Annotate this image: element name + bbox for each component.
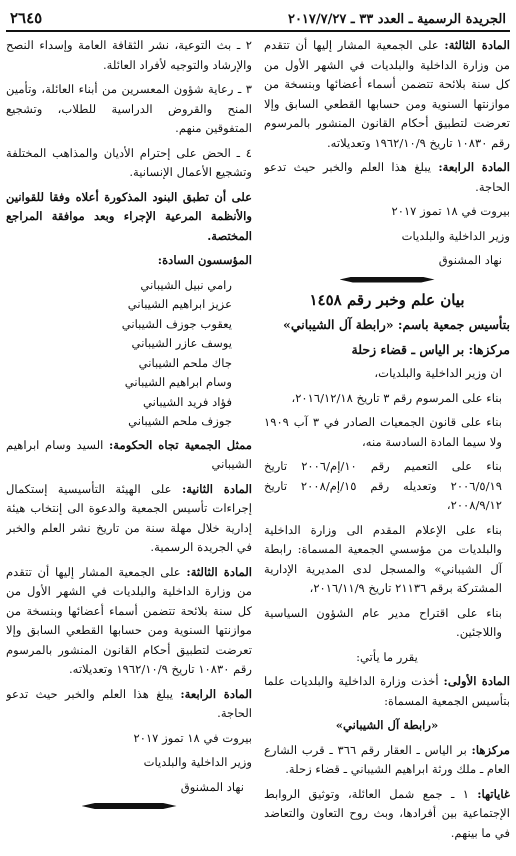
left-column [6, 36, 252, 854]
basis-5: بناء على اقتراح مدير عام الشؤون السياسية واللاجئين. [264, 605, 502, 639]
founders-label: المؤسسون السادة: [157, 253, 252, 267]
section-divider-left [6, 803, 252, 809]
place-date: بيروت في ١٨ تموز ٢٠١٧ [391, 204, 510, 218]
article-four-left: المادة الرابعة: يبلغ هذا العلم والخبر حيث تدعو الحاجة. [6, 686, 252, 720]
minister-title: وزير الداخلية والبلديات [401, 228, 510, 243]
announcement-title: بيان علم وخبر رقم ١٤٥٨ [309, 290, 465, 309]
founders-list [6, 276, 252, 432]
government-representative: ممثل الجمعية تجاه الحكومة: السيد وسام ابراهيم الشيباني [6, 437, 252, 471]
columns [6, 36, 510, 854]
minister-name: نهاد المشنوق [438, 253, 502, 267]
goal-4: ٤ ـ الحض على إحترام الأديان والمذاهب المختلفة وتشجيع الأعمال الإنسانية. [6, 145, 252, 179]
article-two: المادة الثانية: على الهيئة التأسيسية إستكمال إجراءات تأسيس الجمعية والدعوة الى إنتخاب هيئة إدارية خلال مهلة سنة من تاريخ نشر العلم والخبر في الجريدة الرسمية. [6, 481, 252, 554]
goal-3: ٣ ـ رعاية شؤون المعسرين من أبناء العائلة، وتأمين المنح والقروض الدراسية للطلاب، وتشجيع المتفوقين منهم. [6, 82, 252, 135]
article-four: المادة الرابعة: يبلغ هذا العلم والخبر حيث تدعو الحاجة. [264, 160, 510, 194]
divider-ornament [340, 277, 435, 283]
goal-2: ٢ ـ بث التوعية، نشر الثقافة العامة وإسداء النصح والإرشاد والتوجيه لأفراد العائلة. [6, 38, 252, 72]
founder-item: عزيز ابراهيم الشيباني [127, 297, 232, 311]
headquarters: مركزها: بر الياس ـ العقار رقم ٣٦٦ ـ قرب الشارع العام ـ ملك ورثة ابراهيم الشيباني ـ قضاء زحلة. [264, 742, 510, 776]
announcement-location: مركزها: بر الياس ـ قضاء زحلة [351, 341, 510, 357]
article-three: المادة الثالثة: على الجمعية المشار إليها أن تتقدم من وزارة الداخلية والبلديات في الشهر الأول من كل سنة بلائحة تتضمن أسماء أعضائها وبنسخة من موازنتها السنوية ومن حسابها القطعي السابق وإلا تعرضت لتطبيق أحكام القانون المنشور بالمرسوم رقم ١٠٨٣٠ تاريخ ١٩٦٢/١٠/٩ وتعديلاته. [264, 38, 510, 150]
right-column [264, 36, 510, 854]
page-header [6, 6, 510, 32]
founder-item: فؤاد فريد الشيباني [142, 394, 232, 409]
intro-line: ان وزير الداخلية والبلديات، [374, 366, 502, 380]
article-one: المادة الأولى: أخذت وزارة الداخلية والبلديات علما بتأسيس الجمعية المسماة: [264, 674, 510, 708]
article-three-left: المادة الثالثة: على الجمعية المشار إليها أن تتقدم من وزارة الداخلية والبلديات في الشهر الأول من كل سنة بلائحة تتضمن أسماء أعضائها وبنسخة من موازنتها السنوية ومن حسابها القطعي السابق وإلا تعرضت لتطبيق أحكام القانون المنشور بالمرسوم رقم ١٠٨٣٠ تاريخ ١٩٦٢/١٠/٩ وتعديلاته. [6, 564, 252, 676]
gazette-issue-title: الجريدة الرسمية ـ العدد ٣٣ ـ ٢٠١٧/٧/٢٧ [287, 12, 506, 27]
basis-3: بناء على التعميم رقم ١٠/إم/٢٠٠٦ تاريخ ٢٠٠٦/٥/١٩ وتعديله رقم ١٥/إم/٢٠٠٨ تاريخ ٢٠٠٨/٩/١٢، [264, 459, 502, 512]
announcement-association: بتأسيس جمعية باسم: «رابطة آل الشيباني» [283, 317, 510, 332]
page-number: ٢٦٤٥ [10, 9, 43, 27]
founder-item: وسام ابراهيم الشيباني [124, 375, 232, 389]
founder-item: يعقوب جوزف الشيباني [121, 316, 232, 331]
basis-4: بناء على الإعلام المقدم الى وزارة الداخلية والبلديات من مؤسسي الجمعية المسماة: رابطة آل الشيباني» والمسجل لدى المديرية الإدارية المشتركة برقم ٢١١٣٦ تاريخ ٢٠١٦/١١/٩، [264, 522, 502, 595]
section-divider [264, 277, 510, 283]
divider-ornament [82, 803, 177, 809]
founder-item: جوزف ملحم الشيباني [128, 414, 232, 428]
founder-item: رامي نبيل الشيباني [140, 277, 232, 292]
association-name: «رابطة آل الشيباني» [335, 718, 439, 732]
basis-2: بناء على قانون الجمعيات الصادر في ٣ آب ١٩٠٩ ولا سيما المادة السادسة منه، [264, 415, 502, 449]
founder-item: جاك ملحم الشيباني [138, 355, 232, 370]
place-date-left: بيروت في ١٨ تموز ٢٠١٧ [133, 730, 252, 745]
compliance-notice: على أن تطبق البنود المذكورة أعلاه وفقا للقوانين والأنظمة المرعية الإجراء وبعد موافقة المراجع المختصة. [6, 189, 252, 243]
minister-name-left: نهاد المشنوق [180, 779, 244, 794]
founder-item: يوسف عازر الشيباني [131, 336, 232, 350]
basis-1: بناء على المرسوم رقم ٣ تاريخ ٢٠١٦/١٢/١٨، [291, 390, 502, 405]
minister-title-left: وزير الداخلية والبلديات [143, 755, 252, 769]
decides-line: يقرر ما يأتي: [356, 649, 418, 664]
goals: غاياتها: ١ ـ جمع شمل العائلة، وتوثيق الروابط الإجتماعية بين أفرادها، وبث روح التعاون والتعاضد في ما بينهم. [264, 786, 510, 840]
